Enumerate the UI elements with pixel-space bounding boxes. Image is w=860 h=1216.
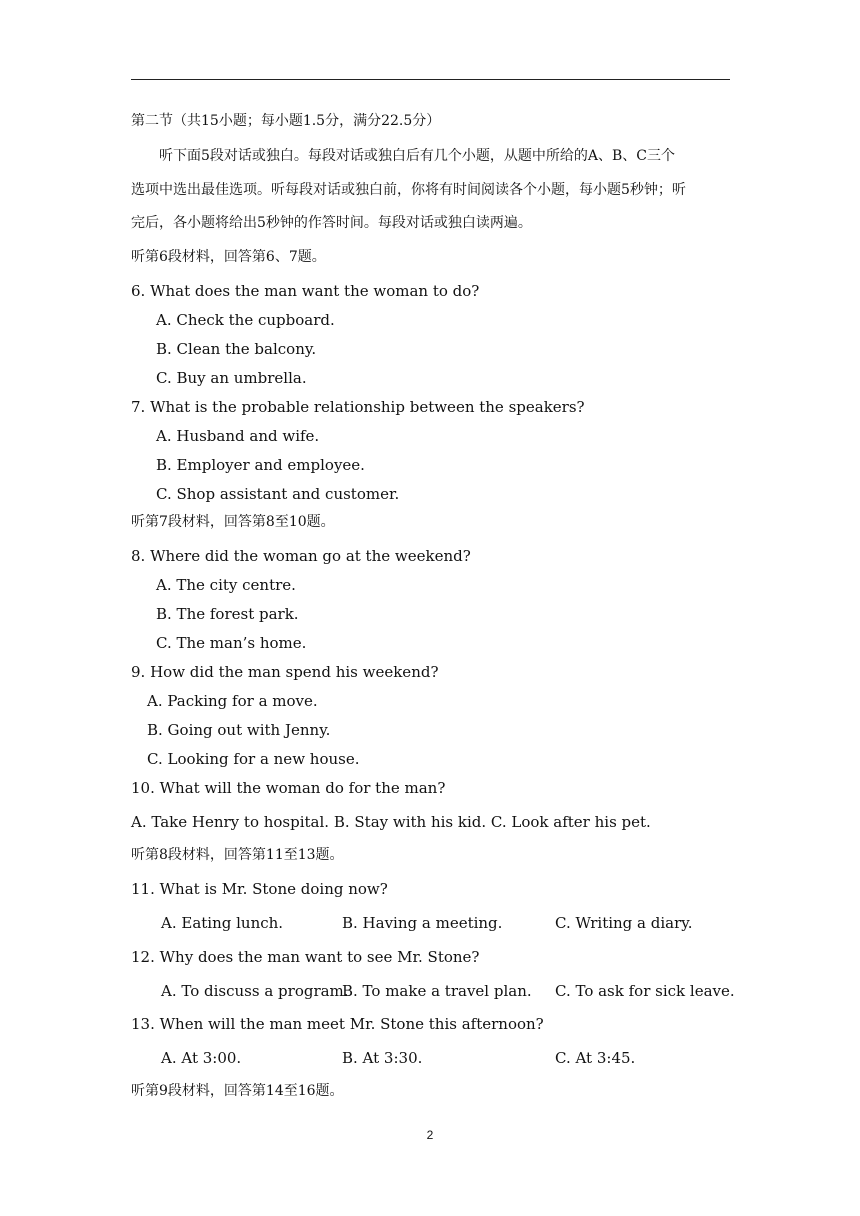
q13-option-a: A. At 3:00. <box>161 1049 242 1067</box>
instructions-line-1: 听下面5段对话或独白。每段对话或独白后有几个小题，从题中所给的A、B、C三个 <box>159 148 676 164</box>
question-8: 8. Where did the woman go at the weekend? <box>131 547 471 565</box>
q13-option-c: C. At 3:45. <box>555 1049 636 1067</box>
question-13: 13. When will the man meet Mr. Stone this afternoon? <box>131 1015 544 1033</box>
q7-option-b: B. Employer and employee. <box>156 456 365 474</box>
direction-passage-8: 听第8段材料，回答第11至13题。 <box>131 847 344 863</box>
direction-passage-7: 听第7段材料，回答第8至10题。 <box>131 514 335 530</box>
direction-passage-6: 听第6段材料，回答第6、7题。 <box>131 249 326 265</box>
instructions-line-2: 选项中选出最佳选项。听每段对话或独白前，你将有时间阅读各个小题，每小题5秒钟；听 <box>131 182 686 198</box>
q8-option-a: A. The city centre. <box>156 576 296 594</box>
q7-option-c: C. Shop assistant and customer. <box>156 485 400 503</box>
q12-option-a: A. To discuss a program. <box>161 982 349 1000</box>
question-11: 11. What is Mr. Stone doing now? <box>131 880 388 898</box>
instructions-line-3: 完后，各小题将给出5秒钟的作答时间。每段对话或独白读两遍。 <box>131 215 532 231</box>
header-rule <box>131 79 730 80</box>
question-6: 6. What does the man want the woman to do? <box>131 282 480 300</box>
direction-passage-9: 听第9段材料，回答第14至16题。 <box>131 1083 344 1099</box>
q6-option-b: B. Clean the balcony. <box>156 340 317 358</box>
q13-option-b: B. At 3:30. <box>342 1049 423 1067</box>
question-7: 7. What is the probable relationship between the speakers? <box>131 398 585 416</box>
q8-option-b: B. The forest park. <box>156 605 299 623</box>
q9-option-a: A. Packing for a move. <box>147 692 318 710</box>
q6-option-a: A. Check the cupboard. <box>156 311 335 329</box>
q9-option-c: C. Looking for a new house. <box>147 750 360 768</box>
question-10: 10. What will the woman do for the man? <box>131 779 446 797</box>
q11-option-c: C. Writing a diary. <box>555 914 693 932</box>
page-number: 2 <box>426 1128 434 1142</box>
q11-option-b: B. Having a meeting. <box>342 914 503 932</box>
q10-options: A. Take Henry to hospital. B. Stay with his kid. C. Look after his pet. <box>131 813 651 831</box>
q7-option-a: A. Husband and wife. <box>156 427 320 445</box>
q12-option-b: B. To make a travel plan. <box>342 982 532 1000</box>
q8-option-c: C. The man’s home. <box>156 634 307 652</box>
q9-option-b: B. Going out with Jenny. <box>147 721 331 739</box>
section-header: 第二节（共15小题；每小题1.5分，满分22.5分） <box>131 113 441 129</box>
q12-option-c: C. To ask for sick leave. <box>555 982 735 1000</box>
q6-option-c: C. Buy an umbrella. <box>156 369 307 387</box>
q11-option-a: A. Eating lunch. <box>161 914 284 932</box>
question-9: 9. How did the man spend his weekend? <box>131 663 439 681</box>
question-12: 12. Why does the man want to see Mr. Stone? <box>131 948 480 966</box>
